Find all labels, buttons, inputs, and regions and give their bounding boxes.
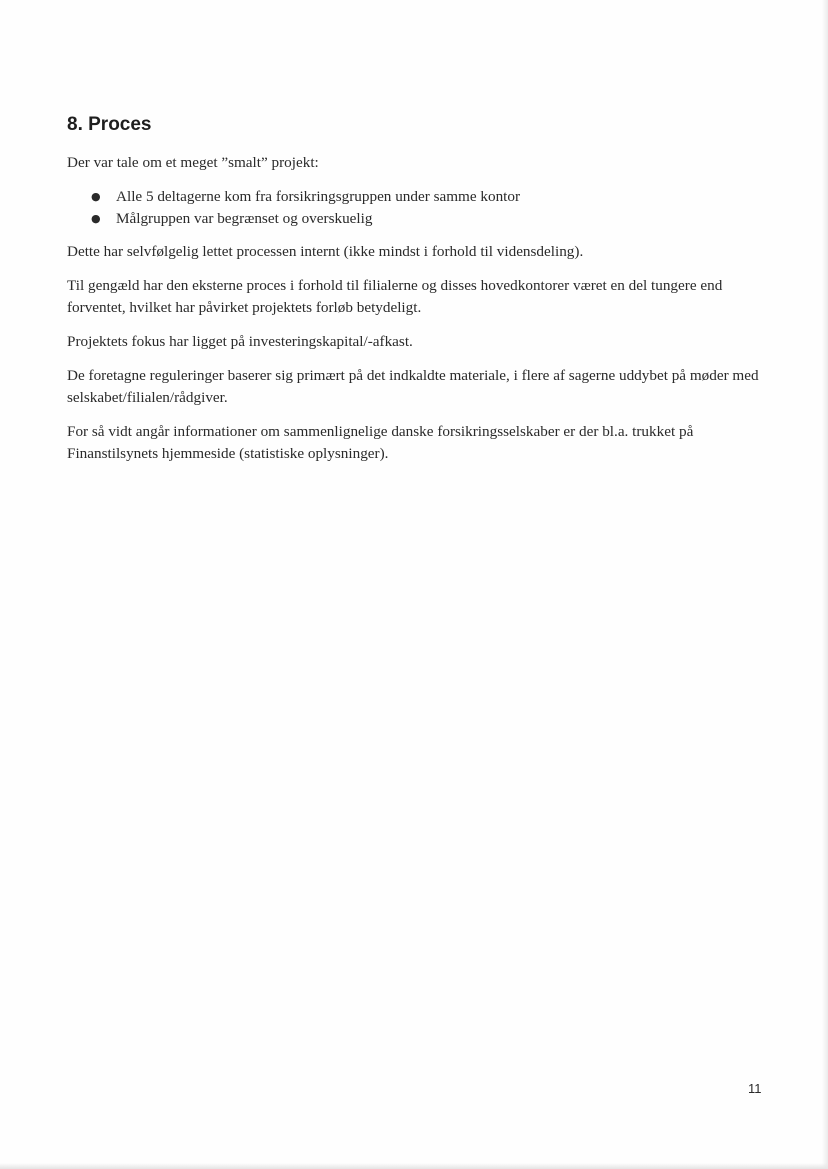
- list-item: [67, 186, 767, 208]
- paragraph-project-focus: Projektets fokus har ligget på investeringskapital/-afkast.: [67, 333, 413, 350]
- bullet-icon: ●: [91, 212, 101, 225]
- section-heading: 8. Proces: [67, 114, 152, 135]
- intro-paragraph: Der var tale om et meget ”smalt” projekt:: [67, 154, 319, 171]
- bullet-list: [67, 186, 767, 230]
- paragraph-adjustments: De foretagne reguleringer baserer sig primært på det indkaldte materiale, i flere af sagerne uddybet på møder med selskabet/filialen/rådgiver.: [67, 367, 759, 406]
- list-item: [67, 208, 767, 230]
- list-item-text: Alle 5 deltagerne kom fra forsikringsgruppen under samme kontor: [116, 188, 521, 205]
- paragraph-sources: For så vidt angår informationer om sammenlignelige danske forsikringsselskaber er der bl.a. trukket på Finanstilsynets hjemmeside (statistiske oplysninger).: [67, 423, 694, 462]
- page-content: [67, 112, 767, 477]
- paragraph-external-process: Til gengæld har den eksterne proces i forhold til filialerne og disses hovedkontorer været en del tungere end forventet, hvilket har påvirket projektets forløb betydeligt.: [67, 277, 723, 316]
- page-number: 11: [748, 1081, 762, 1096]
- scan-edge-bottom: [0, 1163, 828, 1169]
- bullet-icon: ●: [91, 190, 101, 203]
- paragraph-internal-process: Dette har selvfølgelig lettet processen internt (ikke mindst i forhold til vidensdeling).: [67, 243, 584, 260]
- scan-edge-right: [822, 0, 828, 1169]
- list-item-text: Målgruppen var begrænset og overskuelig: [116, 210, 373, 227]
